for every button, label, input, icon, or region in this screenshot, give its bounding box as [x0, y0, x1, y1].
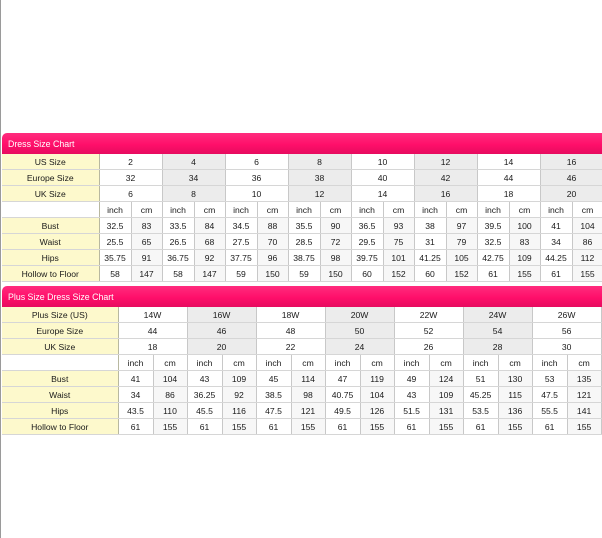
unit-label: inch [256, 355, 291, 371]
size-row [2, 323, 601, 339]
measurement-value: 38.75 [288, 250, 320, 266]
measurement-value: 155 [572, 266, 602, 282]
measurement-value: 59 [225, 266, 257, 282]
dress-size-table [2, 154, 602, 282]
size-value: 56 [532, 323, 601, 339]
measurement-value: 109 [509, 250, 540, 266]
size-value: 26 [394, 339, 463, 355]
measurement-value: 55.5 [532, 403, 567, 419]
measurement-value: 126 [360, 403, 394, 419]
size-value: 16W [187, 307, 256, 323]
size-value: 22 [256, 339, 325, 355]
measurement-value: 61 [118, 419, 153, 435]
measurement-value: 61 [540, 266, 572, 282]
row-label: Waist [2, 387, 118, 403]
measurement-value: 47.5 [532, 387, 567, 403]
measurement-value: 83 [131, 218, 162, 234]
measurement-value: 41.25 [414, 250, 446, 266]
size-value: 22W [394, 307, 463, 323]
row-label: Europe Size [2, 323, 118, 339]
size-value: 12 [288, 186, 351, 202]
unit-label: cm [509, 202, 540, 218]
measurement-value: 45.25 [463, 387, 498, 403]
measurement-value: 27.5 [225, 234, 257, 250]
row-label: Bust [2, 371, 118, 387]
measurement-value: 26.5 [162, 234, 194, 250]
size-value: 20W [325, 307, 394, 323]
measurement-value: 92 [222, 387, 256, 403]
row-label: Hollow to Floor [2, 419, 118, 435]
measurement-value: 147 [194, 266, 225, 282]
size-value: 48 [256, 323, 325, 339]
unit-label: inch [394, 355, 429, 371]
unit-label: cm [572, 202, 602, 218]
measurement-value: 31 [414, 234, 446, 250]
measurement-value: 155 [222, 419, 256, 435]
unit-label: inch [225, 202, 257, 218]
size-value: 26W [532, 307, 601, 323]
size-value: 16 [540, 154, 602, 170]
measurement-value: 38.5 [256, 387, 291, 403]
measurement-value: 86 [153, 387, 187, 403]
row-label: Hips [2, 250, 99, 266]
size-value: 20 [540, 186, 602, 202]
measurement-value: 61 [463, 419, 498, 435]
left-edge-line [0, 0, 1, 538]
unit-label: inch [414, 202, 446, 218]
measurement-value: 32.5 [99, 218, 131, 234]
size-value: 2 [99, 154, 162, 170]
measurement-value: 37.75 [225, 250, 257, 266]
measurement-value: 58 [99, 266, 131, 282]
plus-size-chart [2, 286, 602, 435]
measurement-value: 60 [414, 266, 446, 282]
measurement-value: 104 [572, 218, 602, 234]
measurement-value: 72 [320, 234, 351, 250]
measurement-value: 45.5 [187, 403, 222, 419]
row-label: UK Size [2, 339, 118, 355]
measurement-value: 155 [291, 419, 325, 435]
measurement-value: 36.75 [162, 250, 194, 266]
measurement-value: 90 [320, 218, 351, 234]
measurement-value: 70 [257, 234, 288, 250]
row-label: Bust [2, 218, 99, 234]
measurement-value: 35.75 [99, 250, 131, 266]
plus-size-table [2, 307, 602, 435]
measurement-value: 98 [320, 250, 351, 266]
unit-label: cm [498, 355, 532, 371]
size-value: 12 [414, 154, 477, 170]
unit-label: cm [257, 202, 288, 218]
measurement-value: 32.5 [477, 234, 509, 250]
size-value: 24 [325, 339, 394, 355]
unit-label: cm [291, 355, 325, 371]
measurement-value: 101 [383, 250, 414, 266]
measurement-value: 34 [540, 234, 572, 250]
measurement-value: 86 [572, 234, 602, 250]
measurement-value: 112 [572, 250, 602, 266]
unit-label: cm [194, 202, 225, 218]
size-value: 8 [288, 154, 351, 170]
measurement-value: 36.25 [187, 387, 222, 403]
measurement-value: 114 [291, 371, 325, 387]
measurement-value: 59 [288, 266, 320, 282]
measurement-value: 98 [291, 387, 325, 403]
measurement-value: 88 [257, 218, 288, 234]
measurement-row [2, 234, 602, 250]
measurement-value: 92 [194, 250, 225, 266]
size-value: 34 [162, 170, 225, 186]
measurement-value: 97 [446, 218, 477, 234]
size-value: 18W [256, 307, 325, 323]
measurement-value: 152 [446, 266, 477, 282]
size-value: 30 [532, 339, 601, 355]
measurement-value: 53.5 [463, 403, 498, 419]
measurement-value: 47.5 [256, 403, 291, 419]
measurement-value: 130 [498, 371, 532, 387]
measurement-value: 79 [446, 234, 477, 250]
measurement-value: 53 [532, 371, 567, 387]
measurement-value: 150 [257, 266, 288, 282]
measurement-value: 155 [429, 419, 463, 435]
measurement-value: 45 [256, 371, 291, 387]
measurement-value: 41 [118, 371, 153, 387]
unit-label: inch [351, 202, 383, 218]
measurement-value: 36.5 [351, 218, 383, 234]
measurement-value: 115 [498, 387, 532, 403]
size-value: 38 [288, 170, 351, 186]
size-value: 46 [540, 170, 602, 186]
measurement-row [2, 250, 602, 266]
measurement-row [2, 266, 602, 282]
row-label: Hips [2, 403, 118, 419]
unit-label: inch [477, 202, 509, 218]
row-label: Europe Size [2, 170, 99, 186]
measurement-value: 41 [540, 218, 572, 234]
size-value: 46 [187, 323, 256, 339]
measurement-value: 135 [567, 371, 601, 387]
blank-label-cell [2, 202, 99, 218]
size-row [2, 307, 601, 323]
measurement-value: 155 [153, 419, 187, 435]
size-value: 44 [477, 170, 540, 186]
size-value: 6 [225, 154, 288, 170]
size-value: 10 [225, 186, 288, 202]
size-value: 18 [118, 339, 187, 355]
unit-label: inch [99, 202, 131, 218]
measurement-value: 43.5 [118, 403, 153, 419]
unit-row [2, 202, 602, 218]
measurement-row [2, 403, 601, 419]
size-row [2, 186, 602, 202]
measurement-value: 136 [498, 403, 532, 419]
dress-chart-title: Dress Size Chart [2, 133, 602, 154]
measurement-value: 40.75 [325, 387, 360, 403]
measurement-value: 61 [325, 419, 360, 435]
measurement-value: 93 [383, 218, 414, 234]
measurement-value: 68 [194, 234, 225, 250]
measurement-value: 109 [429, 387, 463, 403]
size-row [2, 339, 601, 355]
size-value: 50 [325, 323, 394, 339]
size-value: 10 [351, 154, 414, 170]
measurement-value: 131 [429, 403, 463, 419]
measurement-value: 152 [383, 266, 414, 282]
size-value: 20 [187, 339, 256, 355]
plus-chart-title: Plus Size Dress Size Chart [2, 286, 602, 307]
measurement-value: 84 [194, 218, 225, 234]
dress-size-chart [2, 133, 602, 282]
unit-label: inch [540, 202, 572, 218]
measurement-value: 110 [153, 403, 187, 419]
unit-label: inch [118, 355, 153, 371]
measurement-value: 75 [383, 234, 414, 250]
measurement-value: 155 [509, 266, 540, 282]
measurement-value: 47 [325, 371, 360, 387]
size-value: 8 [162, 186, 225, 202]
measurement-value: 44.25 [540, 250, 572, 266]
measurement-value: 104 [153, 371, 187, 387]
measurement-value: 109 [222, 371, 256, 387]
measurement-value: 147 [131, 266, 162, 282]
measurement-value: 121 [567, 387, 601, 403]
size-value: 32 [99, 170, 162, 186]
size-value: 42 [414, 170, 477, 186]
size-value: 36 [225, 170, 288, 186]
size-value: 18 [477, 186, 540, 202]
row-label: Hollow to Floor [2, 266, 99, 282]
size-value: 14W [118, 307, 187, 323]
size-value: 4 [162, 154, 225, 170]
measurement-value: 61 [532, 419, 567, 435]
unit-label: cm [429, 355, 463, 371]
measurement-value: 124 [429, 371, 463, 387]
size-value: 54 [463, 323, 532, 339]
measurement-value: 105 [446, 250, 477, 266]
size-value: 52 [394, 323, 463, 339]
measurement-value: 141 [567, 403, 601, 419]
measurement-value: 25.5 [99, 234, 131, 250]
measurement-value: 65 [131, 234, 162, 250]
size-row [2, 154, 602, 170]
measurement-value: 104 [360, 387, 394, 403]
measurement-value: 43 [394, 387, 429, 403]
unit-label: cm [360, 355, 394, 371]
size-value: 24W [463, 307, 532, 323]
unit-label: cm [383, 202, 414, 218]
unit-label: inch [288, 202, 320, 218]
measurement-value: 38 [414, 218, 446, 234]
measurement-value: 49.5 [325, 403, 360, 419]
measurement-value: 51.5 [394, 403, 429, 419]
unit-label: cm [320, 202, 351, 218]
unit-label: inch [325, 355, 360, 371]
size-row [2, 170, 602, 186]
size-value: 28 [463, 339, 532, 355]
measurement-value: 42.75 [477, 250, 509, 266]
measurement-value: 35.5 [288, 218, 320, 234]
size-value: 14 [351, 186, 414, 202]
measurement-value: 43 [187, 371, 222, 387]
size-value: 6 [99, 186, 162, 202]
measurement-value: 116 [222, 403, 256, 419]
measurement-value: 61 [477, 266, 509, 282]
row-label: UK Size [2, 186, 99, 202]
measurement-value: 155 [360, 419, 394, 435]
measurement-value: 119 [360, 371, 394, 387]
unit-label: cm [446, 202, 477, 218]
unit-label: cm [222, 355, 256, 371]
measurement-value: 51 [463, 371, 498, 387]
size-value: 44 [118, 323, 187, 339]
measurement-row [2, 218, 602, 234]
measurement-row [2, 371, 601, 387]
measurement-value: 121 [291, 403, 325, 419]
measurement-value: 96 [257, 250, 288, 266]
unit-label: inch [187, 355, 222, 371]
measurement-value: 100 [509, 218, 540, 234]
measurement-value: 39.5 [477, 218, 509, 234]
measurement-value: 61 [256, 419, 291, 435]
measurement-value: 155 [567, 419, 601, 435]
row-label: Waist [2, 234, 99, 250]
measurement-value: 91 [131, 250, 162, 266]
measurement-value: 33.5 [162, 218, 194, 234]
size-value: 16 [414, 186, 477, 202]
measurement-value: 58 [162, 266, 194, 282]
measurement-value: 155 [498, 419, 532, 435]
size-value: 40 [351, 170, 414, 186]
size-value: 14 [477, 154, 540, 170]
unit-label: inch [532, 355, 567, 371]
measurement-value: 28.5 [288, 234, 320, 250]
measurement-value: 150 [320, 266, 351, 282]
unit-label: cm [567, 355, 601, 371]
measurement-value: 34.5 [225, 218, 257, 234]
measurement-value: 29.5 [351, 234, 383, 250]
unit-label: cm [153, 355, 187, 371]
row-label: US Size [2, 154, 99, 170]
measurement-row [2, 387, 601, 403]
measurement-value: 49 [394, 371, 429, 387]
measurement-value: 39.75 [351, 250, 383, 266]
unit-row [2, 355, 601, 371]
measurement-value: 83 [509, 234, 540, 250]
unit-label: cm [131, 202, 162, 218]
measurement-value: 60 [351, 266, 383, 282]
measurement-row [2, 419, 601, 435]
blank-label-cell [2, 355, 118, 371]
row-label: Plus Size (US) [2, 307, 118, 323]
unit-label: inch [162, 202, 194, 218]
measurement-value: 61 [394, 419, 429, 435]
measurement-value: 61 [187, 419, 222, 435]
measurement-value: 34 [118, 387, 153, 403]
unit-label: inch [463, 355, 498, 371]
